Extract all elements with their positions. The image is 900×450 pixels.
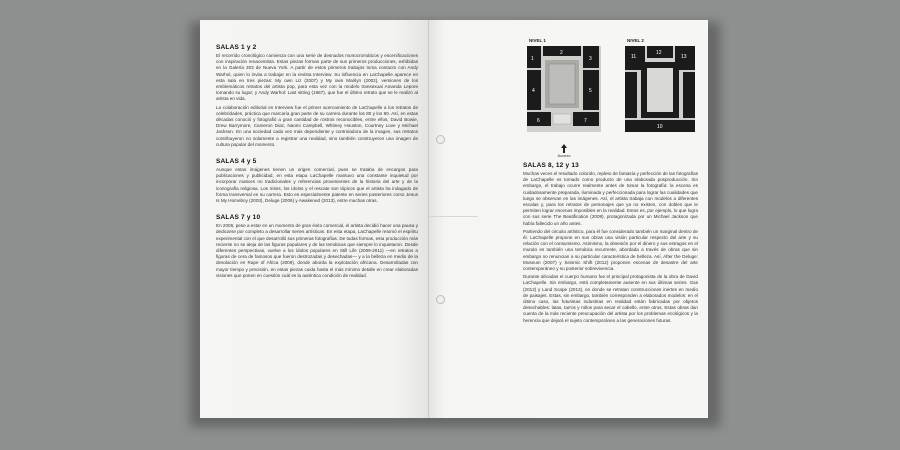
fold-crease: [428, 216, 478, 217]
paragraph: Aunque estas imágenes tienen un origen comercial, pues se trataba de encargos para publicaciones y publicidad, en esta etapa LaChapelle mantuvo una constante inquietud por incorporar matices no tradicionales y referencias provenientes de la historia del arte y de la iconografía religiosa. Los mitos, los ídolos y el rescate son tópicos que el artista ha indagado de forma transversal en su carrera. Esto es especialmente patente en series posteriores como Jesus Is My Homeboy (2003), Deluge (2006) y Awakened (2013), entre muchas otras.: [216, 167, 418, 204]
section-salas-7-10: [216, 214, 418, 279]
room-number: 13: [681, 54, 687, 60]
room-number: 7: [584, 118, 587, 124]
section-salas-1-2: [216, 44, 418, 148]
floor-map: [523, 38, 698, 158]
open-booklet: [200, 20, 708, 418]
room-number: 12: [656, 50, 662, 56]
paragraph: Muchas veces el resultado colorido, repleto de fantasía y perfección de las fotografías de LaChapelle es tomado como producto de una elaborada posproducción. Sin embargo, el trabajo ocurre realmente antes de tomar la fotografía: la escena es cuidadosamente preparada, iluminada y perfeccionada para lograr las cualidades que luego se observan en las imágenes. Así, el artista trabaja con modelos a diferentes escalas y, para los retratos de personajes que ya no existen, con dobles que le permiten lograr escenas imposibles en la realidad. Estos es, por ejemplo, lo que logra con sus serie The Beatification (2009), protagonizada por un Michael Jackson que había fallecido un año antes.: [523, 171, 698, 226]
section-title: SALAS 7 y 10: [216, 214, 261, 222]
center-fold: [428, 20, 429, 418]
paragraph: En 2006, pese a estar en un momento de gran éxito comercial, el artista decidió hacer una pausa y dedicarse por completo a desarrollar series artísticas. En esta etapa, LaChapelle retomó el espíritu experimental con el que desarrolló sus primeras fotografías. De todas formas, esta producción más reciente no se aleja de las figuras populares y de las temáticas que siempre lo inquietaron. Desde diferentes perspectivas, vuelve a los ídolos populares en Still Life (2009-2011) —en retratos a figuras de cera de famosos que fueron destrozadas y desechadas— y a la belleza en medio de la desolación en Rape of Africa (2009), donde aborda la explotación africana. Desarrolladas con mayor tiempo y precisión, en estas piezas cuida hasta el más mínimo detalle en crear elaboradas visiones que ponen en cuestión cuál es la auténtica condición de realidad.: [216, 223, 418, 278]
paragraph: La colaboración editorial en Interview fue el primer acercamiento de LaChapelle a los retratos de celebridades, práctica que marcaría gran parte de su carrera durante los 80 y los 90. Así, en estas décadas conoció y fotografió a gran cantidad de rostros reconocibles, entre ellos, David Bowie, Drew Barrymore, Cameron Diaz, Naomi Campbell, Whitney Houston, Courtney Love y Michael Jackson. En una sociedad cada vez más dependiente y controladora de la imagen, sus retratos contribuyeron no solamente a registrar una realidad, sino también construyeron una imagen de cultura popular del momento.: [216, 104, 418, 147]
level-1-plan: [527, 46, 601, 153]
room-number: 11: [631, 54, 637, 60]
section-title: SALAS 1 y 2: [216, 44, 257, 51]
room-number: 6: [537, 118, 540, 124]
level-2-label: NIVEL 2: [627, 38, 644, 43]
section-title: SALAS 4 y 5: [216, 158, 257, 166]
section-title: SALAS 8, 12 y 13: [523, 162, 579, 169]
section-salas-4-5: [216, 158, 418, 204]
left-page: [200, 20, 428, 418]
room-number: 4: [532, 88, 535, 94]
room-number: 1: [531, 56, 534, 62]
room-number: 2: [560, 50, 563, 56]
level-2-plan: [625, 46, 695, 132]
right-page: [428, 20, 708, 418]
room-1: [527, 46, 541, 68]
entrance-arrow-icon: [561, 144, 567, 153]
level-1-label: NIVEL 1: [529, 38, 546, 43]
paragraph: El recorrido cronológico comienza con una serie de desnudos monocromáticos y escenificaciones con inspiración renacentista. Estas piezas forman parte de sus primeros producciones, exhibidas en la Galería 303 de Nueva York. A partir de estos primeros trabajos toma contacto con Andy Warhol, quien lo invita a trabajar en la revista Interview. Su influencia en LaChapelle aparece en esta sala en tres piezas: My own Liz (2007) y My own Marilyn (2002), versiones de los emblemáticos retratos del artista pop, para esta vez con la modelo transexual Amanda Lepore tomando su lugar; y Andy Warhol: Last sitting (1987), que fue el último retrato que se le realizó al artista en vida.: [216, 53, 418, 102]
binding-hole: [436, 295, 445, 304]
room-number: 3: [589, 56, 592, 62]
room-number: 5: [589, 88, 592, 94]
room-number: 10: [657, 124, 663, 130]
floor-plan-graphic: [523, 38, 698, 158]
entrance-label: Acceso: [557, 153, 571, 158]
paragraph: Partiendo del circuito artístico, para él fue considerado también un marginal dentro de él. LaChapelle propone en sus obras una visión particular respecto del arte y su relación con el consumismo. Asimismo, la obsesión por el dinero y sus estragos en el mundo es también una temática recurrente, abordada a través de obras que sin embargo no renuncian a su particular característica de belleza. Así, After the Deluge: Museum (2007) y Seismic Shift (2012) proponen escenas de desastre del arte contemporáneo y su posterior sobrevivencia.: [523, 228, 698, 272]
paragraph: Durante décadas el cuerpo humano fue el principal protagonista de la obra de David LaChapelle. Sin embargo, está completamente ausente en sus últimas series. Gas (2012) y Land Scape (2013), en donde se retratan construcciones inertes en medio de paisajes. Estas, sin embargo, también corresponden a elaborados modelos: en el último caso, las futuristas industrias en realidad están fabricadas por objetos desechables: latas, tarros y rollos para secar el cabello, entre otros. Estas obras dan cuenta de la más reciente preocupación del artista por los problemas ecológicos y la herencia que dejará el sujeto contemporáneo a las generaciones futuras.: [523, 274, 698, 323]
binding-hole: [436, 135, 445, 144]
section-salas-8-12-13: [523, 162, 698, 326]
